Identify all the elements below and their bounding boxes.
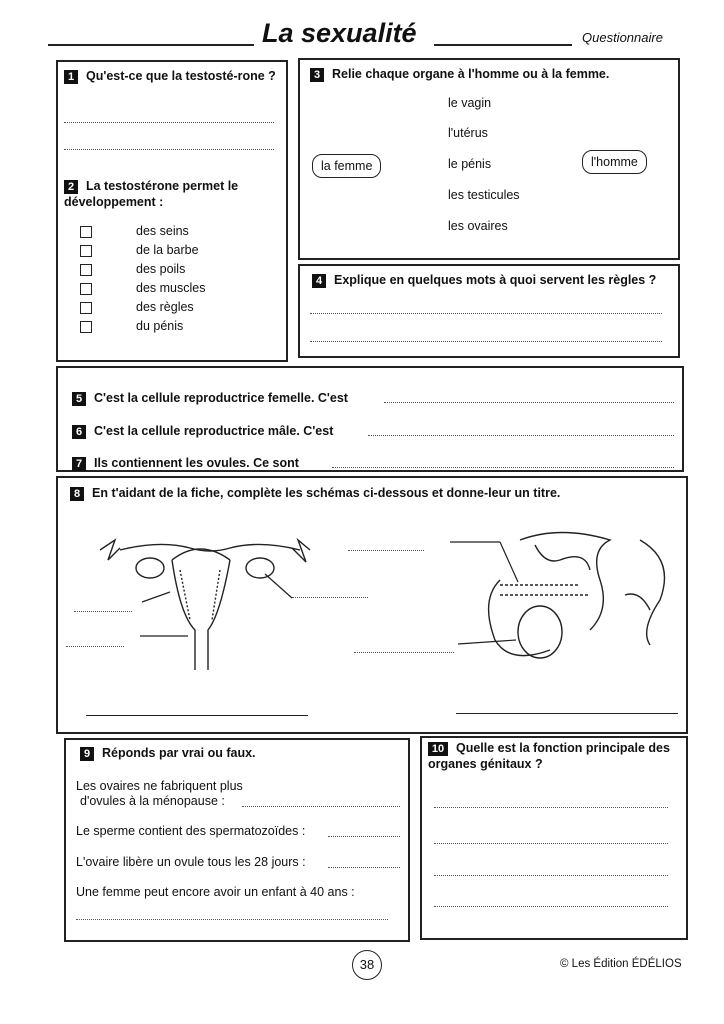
question-number-3: 3 — [310, 68, 324, 82]
answer-line-statement-2[interactable] — [328, 835, 400, 837]
question-7-text: Ils contiennent les ovules. Ce sont — [94, 456, 299, 470]
option-label: des seins — [136, 224, 189, 238]
question-9 — [80, 745, 256, 761]
question-number-1: 1 — [64, 70, 78, 84]
option-label: des règles — [136, 300, 194, 314]
question-7 — [72, 455, 299, 471]
answer-line-statement-1[interactable] — [242, 805, 400, 807]
option-row — [80, 222, 205, 241]
checkbox[interactable] — [80, 245, 92, 257]
answer-line-q10-4[interactable] — [434, 905, 668, 907]
option-row — [80, 279, 205, 298]
question-4 — [312, 272, 662, 288]
question-9-text: Réponds par vrai ou faux. — [102, 746, 256, 760]
label-line-male-2[interactable] — [354, 651, 454, 653]
question-5-text: C'est la cellule reproductrice femelle. C'est — [94, 391, 348, 405]
answer-line-q5[interactable] — [384, 401, 674, 403]
copyright: © Les Édition ÉDÉLIOS — [560, 958, 682, 970]
page-subtitle: Questionnaire — [582, 30, 663, 45]
question-2 — [64, 178, 280, 210]
female-anatomy-diagram — [60, 520, 380, 690]
checkbox[interactable] — [80, 264, 92, 276]
question-1 — [64, 68, 280, 84]
organ-item[interactable]: l'utérus — [448, 126, 488, 140]
title-line-male[interactable] — [456, 713, 678, 714]
option-label: de la barbe — [136, 243, 199, 257]
answer-line-q10-1[interactable] — [434, 806, 668, 808]
answer-line-q6[interactable] — [368, 434, 674, 436]
option-row — [80, 260, 205, 279]
question-2-text: La testostérone permet le développement : — [64, 179, 239, 209]
checkbox[interactable] — [80, 321, 92, 333]
checkbox-list — [80, 222, 205, 336]
label-line-male-1[interactable] — [348, 549, 424, 551]
organ-item[interactable]: les ovaires — [448, 219, 508, 233]
statement-2: Le sperme contient des spermatozoïdes : — [76, 824, 306, 838]
question-10-text: Quelle est la fonction principale des organes génitaux ? — [428, 741, 670, 771]
answer-line-q1-1[interactable] — [64, 121, 274, 123]
question-number-2: 2 — [64, 180, 78, 194]
question-3-text: Relie chaque organe à l'homme ou à la femme. — [332, 67, 610, 81]
statement-3: L'ovaire libère un ovule tous les 28 jours : — [76, 855, 306, 869]
answer-line-statement-4[interactable] — [76, 918, 388, 920]
header-rule-left — [48, 44, 254, 46]
question-number-7: 7 — [72, 457, 86, 471]
label-line-female-3[interactable] — [292, 596, 368, 598]
checkbox[interactable] — [80, 226, 92, 238]
page-number: 38 — [359, 957, 375, 972]
option-row — [80, 298, 205, 317]
answer-line-statement-3[interactable] — [328, 866, 400, 868]
question-10 — [428, 740, 682, 772]
option-row — [80, 317, 205, 336]
page-title: La sexualité — [262, 18, 417, 48]
answer-line-q1-2[interactable] — [64, 148, 274, 150]
question-number-8: 8 — [70, 487, 84, 501]
answer-line-q7[interactable] — [332, 466, 674, 468]
option-label: du pénis — [136, 319, 184, 333]
label-l-homme[interactable]: l'homme — [582, 150, 647, 174]
checkbox[interactable] — [80, 283, 92, 295]
question-8 — [70, 485, 670, 501]
question-number-4: 4 — [312, 274, 326, 288]
option-label: des muscles — [136, 281, 206, 295]
question-number-5: 5 — [72, 392, 86, 406]
question-4-text: Explique en quelques mots à quoi servent les règles ? — [334, 273, 657, 287]
male-anatomy-diagram — [440, 520, 680, 680]
question-number-10: 10 — [428, 742, 448, 756]
option-label: des poils — [136, 262, 186, 276]
question-6 — [72, 423, 333, 439]
question-1-text: Qu'est-ce que la testosté-rone ? — [86, 69, 276, 83]
answer-line-q10-3[interactable] — [434, 874, 668, 876]
question-number-6: 6 — [72, 425, 86, 439]
box-q9 — [64, 738, 410, 942]
statement-1-line-2: d'ovules à la ménopause : — [80, 794, 225, 808]
answer-line-q10-2[interactable] — [434, 842, 668, 844]
question-5 — [72, 390, 348, 406]
statement-4: Une femme peut encore avoir un enfant à 40 ans : — [76, 885, 355, 899]
organ-item[interactable]: le pénis — [448, 157, 492, 171]
question-3 — [310, 66, 670, 82]
answer-line-q4-1[interactable] — [310, 312, 662, 314]
organ-item[interactable]: les testicules — [448, 188, 520, 202]
title-line-female[interactable] — [86, 715, 308, 716]
option-row — [80, 241, 205, 260]
question-8-text: En t'aidant de la fiche, complète les schémas ci-dessous et donne-leur un titre. — [92, 486, 561, 500]
checkbox[interactable] — [80, 302, 92, 314]
statement-1-line-1: Les ovaires ne fabriquent plus — [76, 779, 243, 793]
question-6-text: C'est la cellule reproductrice mâle. C'est — [94, 424, 334, 438]
organ-item[interactable]: le vagin — [448, 96, 492, 110]
label-la-femme[interactable]: la femme — [312, 154, 381, 178]
label-line-female-2[interactable] — [66, 645, 124, 647]
question-number-9: 9 — [80, 747, 94, 761]
page-number-circle — [352, 950, 382, 980]
answer-line-q4-2[interactable] — [310, 340, 662, 342]
label-line-female-1[interactable] — [74, 610, 132, 612]
header-rule-right — [434, 44, 572, 46]
